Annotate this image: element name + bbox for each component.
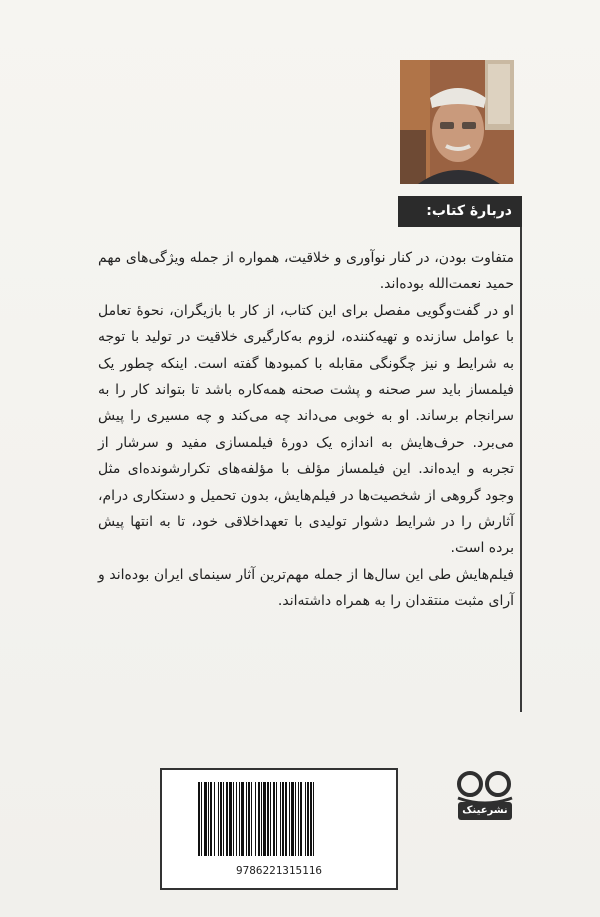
book-description <box>98 245 514 615</box>
isbn-number: 9786221315116 <box>235 864 323 877</box>
vertical-rule <box>520 227 522 712</box>
author-portrait-image <box>400 60 514 184</box>
barcode-image <box>198 782 364 856</box>
publisher-name: نشرعینک <box>458 802 512 820</box>
description-paragraph: متفاوت بودن، در کنار نوآوری و خلاقیت، همواره از جمله ویژگی‌های مهم حمید نعمت‌الله بوده‌اند. <box>98 250 514 293</box>
barcode-box <box>160 768 398 890</box>
author-photo <box>400 60 514 184</box>
section-heading-tab <box>398 196 522 227</box>
description-paragraph: او در گفت‌وگویی مفصل برای این کتاب، از کار با بازیگران، نحوهٔ تعامل با عوامل سازنده و تهیه‌کننده، لزوم به‌کارگیری خلاقیت در تولید با توجه به شرایط و نیز چگونگی مقابله با کمبودها گفته است. اینکه چطور یک فیلمساز باید سر صحنه و پشت صحنه همه‌کاره باشد تا بتواند کار را به سرانجام برساند. او به خوبی می‌داند چه می‌کند و چه مسیری را پیش می‌برد. حرف‌هایش به اندازه یک دورهٔ فیلمسازی مفید و سرشار از تجربه و ایده‌اند. این فیلمساز مؤلف با مؤلفه‌های تکرارشونده‌ای مثل وجود گروهی از شخصیت‌ها در فیلم‌هایش، بدون تحمیل و دستکاری درام، آثارش را در شرایط دشوار تولیدی با تعهداخلاقی خود، تا به انتها پیش برده است. <box>98 302 514 557</box>
section-heading: دربارهٔ کتاب: <box>426 203 512 219</box>
description-paragraph: فیلم‌هایش طی این سال‌ها از جمله مهم‌ترین آثار سینمای ایران بوده‌اند و آرای مثبت منتقدان را به همراه داشته‌اند. <box>98 566 514 610</box>
